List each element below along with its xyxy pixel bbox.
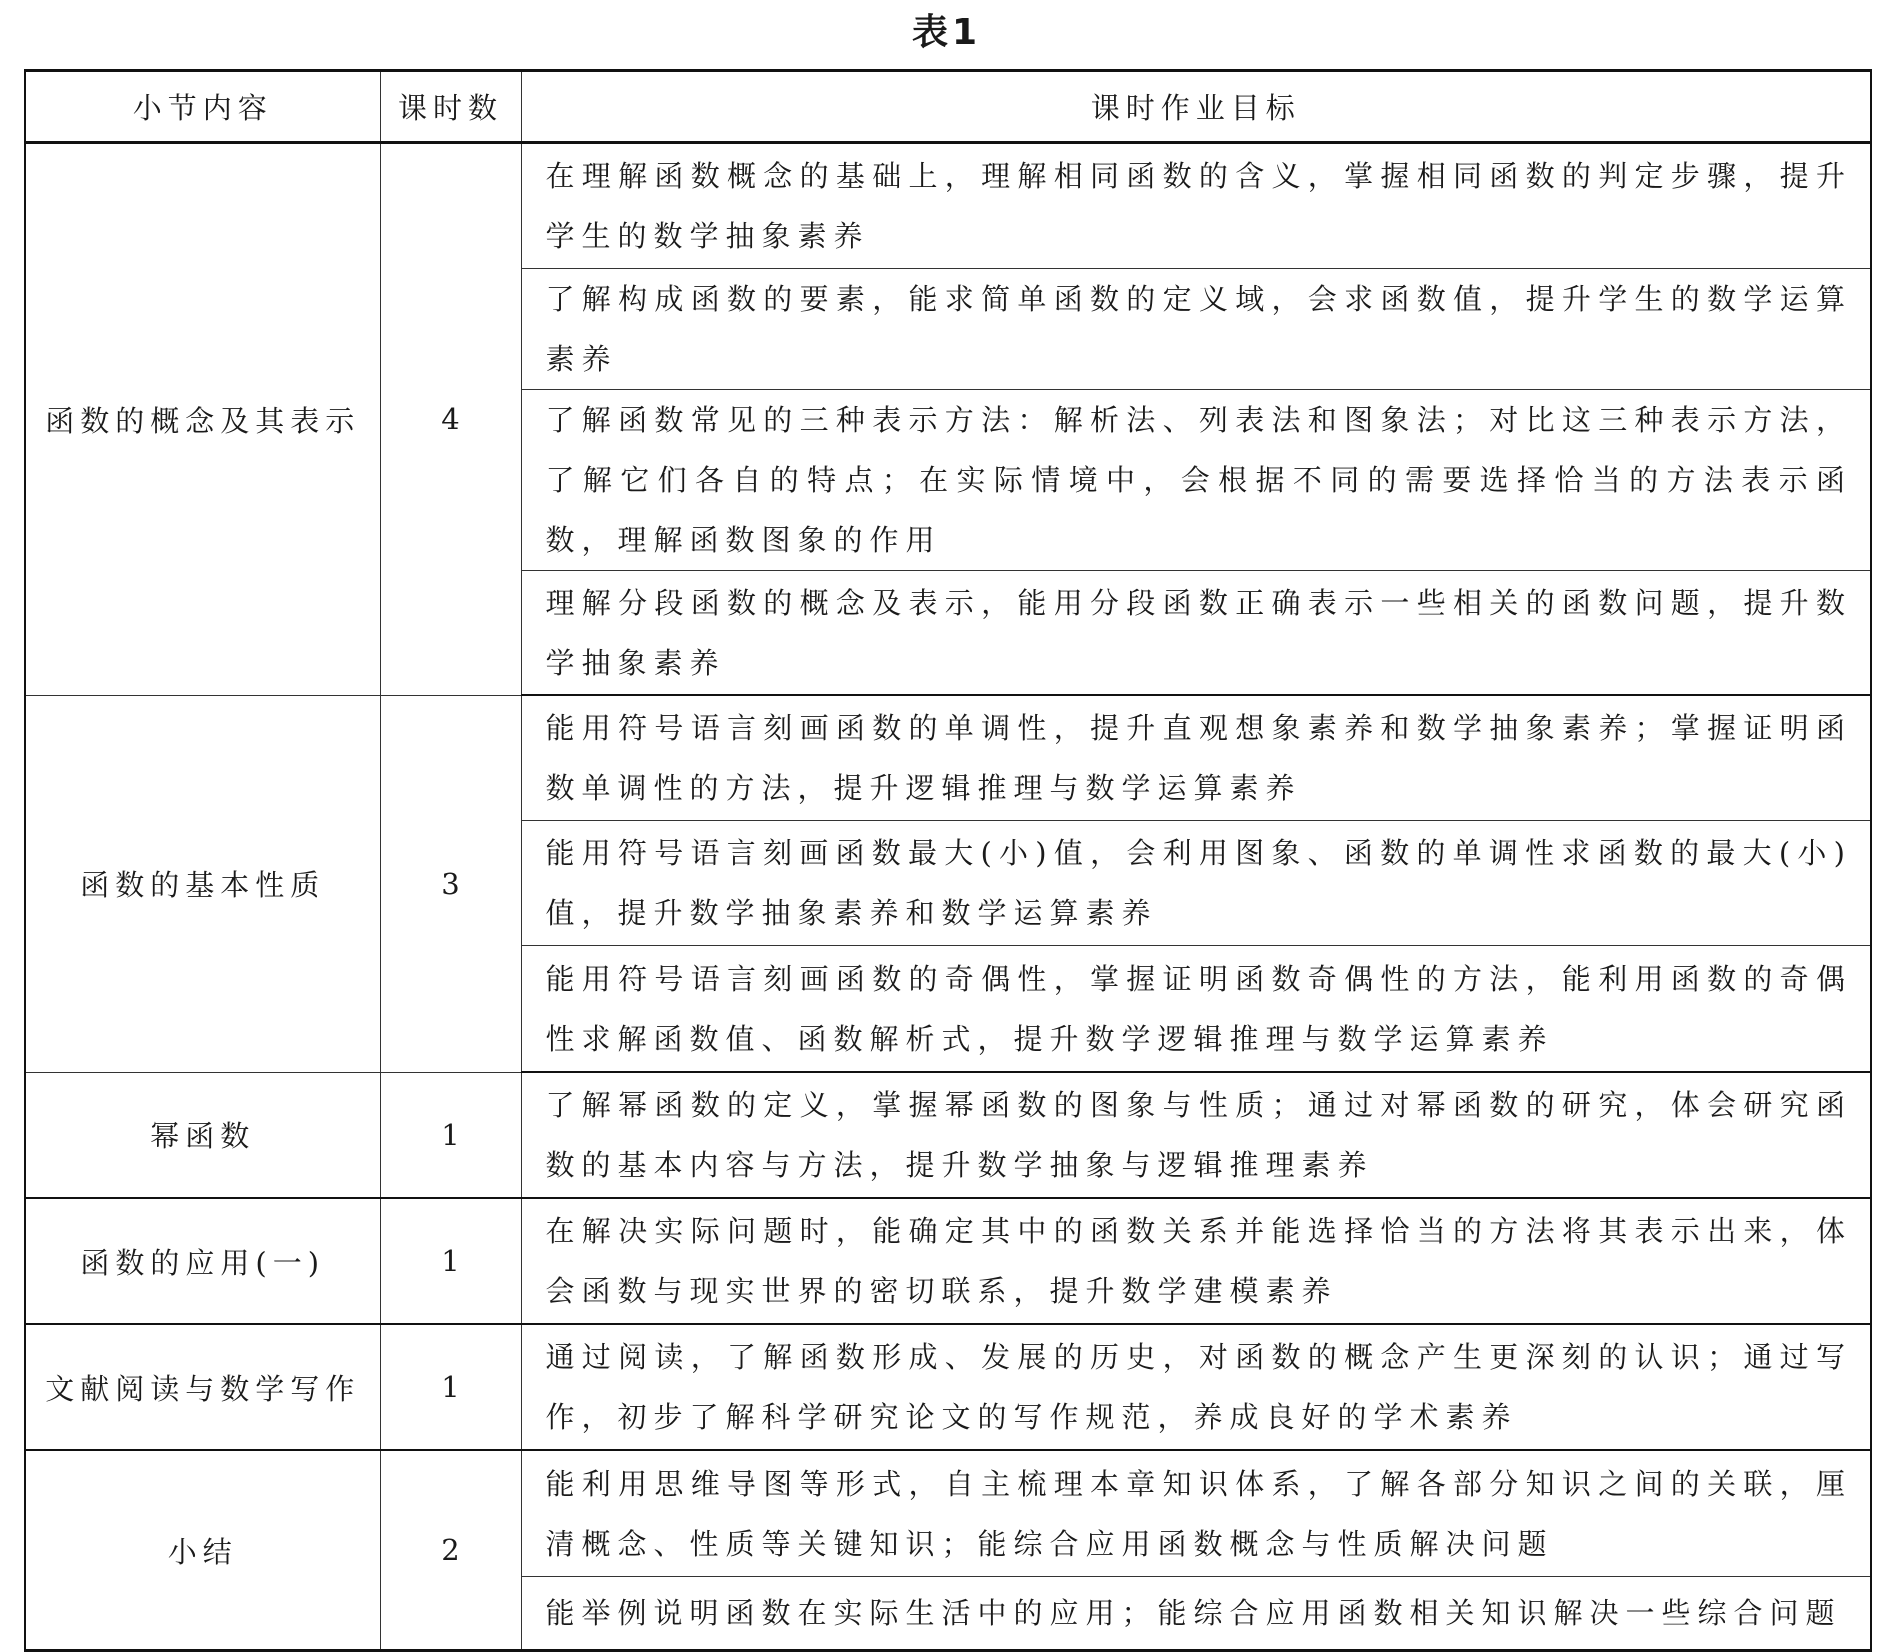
header-section: 小节内容 [25, 71, 380, 143]
lesson-hours: 1 [380, 1324, 521, 1450]
header-hours: 课时数 [380, 71, 521, 143]
goal-text: 在解决实际问题时，能确定其中的函数关系并能选择恰当的方法将其表示出来，体会函数与现实世界的密切联系，提升数学建模素养 [521, 1198, 1871, 1324]
lesson-hours: 3 [380, 695, 521, 1072]
goal-text: 在理解函数概念的基础上，理解相同函数的含义，掌握相同函数的判定步骤，提升学生的数学抽象素养 [521, 143, 1871, 269]
goal-text: 能用符号语言刻画函数最大(小)值，会利用图象、函数的单调性求函数的最大(小)值，提升数学抽象素养和数学运算素养 [521, 821, 1871, 946]
table-row [25, 695, 1871, 821]
section-name: 函数的应用(一) [25, 1198, 380, 1324]
section-name: 函数的概念及其表示 [25, 143, 380, 696]
goal-text: 能用符号语言刻画函数的单调性，提升直观想象素养和数学抽象素养；掌握证明函数单调性的方法，提升逻辑推理与数学运算素养 [521, 695, 1871, 821]
table-header-row [25, 71, 1871, 143]
lesson-hours: 1 [380, 1198, 521, 1324]
goal-text: 了解幂函数的定义，掌握幂函数的图象与性质；通过对幂函数的研究，体会研究函数的基本内容与方法，提升数学抽象与逻辑推理素养 [521, 1072, 1871, 1198]
table-row [25, 1324, 1871, 1450]
table-title: 表1 [911, 12, 982, 53]
section-name: 文献阅读与数学写作 [25, 1324, 380, 1450]
table-row [25, 143, 1871, 269]
section-name: 小结 [25, 1450, 380, 1651]
lesson-hours: 1 [380, 1072, 521, 1198]
goal-text: 能举例说明函数在实际生活中的应用；能综合应用函数相关知识解决一些综合问题 [521, 1577, 1871, 1651]
table-row [25, 1198, 1871, 1324]
lesson-hours: 4 [380, 143, 521, 696]
header-goals: 课时作业目标 [521, 71, 1871, 143]
goal-text: 通过阅读，了解函数形成、发展的历史，对函数的概念产生更深刻的认识；通过写作，初步了解科学研究论文的写作规范，养成良好的学术素养 [521, 1324, 1871, 1450]
section-name: 函数的基本性质 [25, 695, 380, 1072]
table-row [25, 1072, 1871, 1198]
goal-text: 能用符号语言刻画函数的奇偶性，掌握证明函数奇偶性的方法，能利用函数的奇偶性求解函数值、函数解析式，提升数学逻辑推理与数学运算素养 [521, 946, 1871, 1073]
goal-text: 能利用思维导图等形式，自主梳理本章知识体系，了解各部分知识之间的关联，厘清概念、性质等关键知识；能综合应用函数概念与性质解决问题 [521, 1450, 1871, 1577]
lesson-hours: 2 [380, 1450, 521, 1651]
lesson-goals-table [24, 69, 1872, 1652]
goal-text: 了解构成函数的要素，能求简单函数的定义域，会求函数值，提升学生的数学运算素养 [521, 269, 1871, 390]
table-row [25, 1450, 1871, 1577]
goal-text: 理解分段函数的概念及表示，能用分段函数正确表示一些相关的函数问题，提升数学抽象素养 [521, 571, 1871, 696]
goal-text: 了解函数常见的三种表示方法：解析法、列表法和图象法；对比这三种表示方法，了解它们各自的特点；在实际情境中，会根据不同的需要选择恰当的方法表示函数，理解函数图象的作用 [521, 390, 1871, 571]
section-name: 幂函数 [25, 1072, 380, 1198]
